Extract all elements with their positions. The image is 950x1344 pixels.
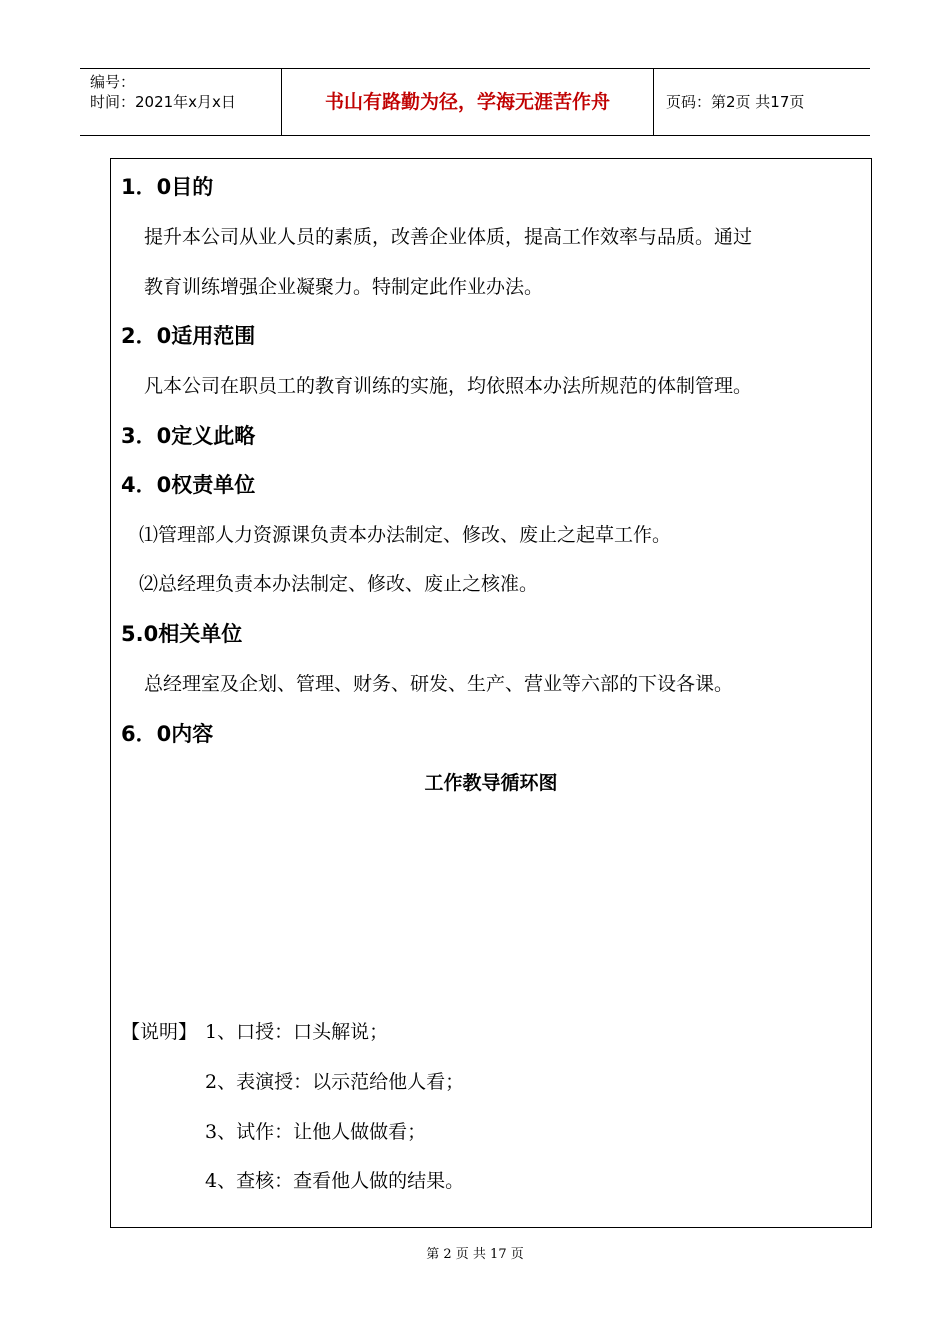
section-content-title: 6．0内容	[121, 722, 214, 746]
section-responsibility-line-2: ⑵总经理负责本办法制定、修改、废止之核准。	[139, 573, 539, 595]
header-motto: 书山有路勤为径，学海无涯苦作舟	[282, 69, 654, 135]
content-box	[110, 158, 872, 1228]
section-scope-line-1: 凡本公司在职员工的教育训练的实施，均依照本办法所规范的体制管理。	[144, 375, 753, 397]
section-purpose-title: 1．0目的	[121, 175, 214, 199]
document-header	[80, 68, 870, 136]
note-item-3: 3、试作：让他人做做看；	[205, 1121, 427, 1143]
header-page-info: 页码：第2页 共17页	[666, 93, 805, 111]
page-footer: 第 2 页 共 17 页	[426, 1247, 524, 1262]
notes-label: 【说明】	[121, 1021, 198, 1043]
document-number-label: 编号：	[90, 73, 136, 91]
diagram-title: 工作教导循环图	[424, 772, 558, 794]
section-responsibility-line-1: ⑴管理部人力资源课负责本办法制定、修改、废止之起草工作。	[139, 524, 672, 546]
section-related-units-line-1: 总经理室及企划、管理、财务、研发、生产、营业等六部的下设各课。	[144, 673, 734, 695]
document-date: 时间：2021年x月x日	[90, 93, 236, 111]
note-item-2: 2、表演授：以示范给他人看；	[205, 1071, 465, 1093]
section-definition-title: 3．0定义此略	[121, 424, 256, 448]
note-item-4: 4、查核：查看他人做的结果。	[205, 1170, 465, 1192]
section-responsibility-title: 4．0权责单位	[121, 473, 256, 497]
section-purpose-line-1: 提升本公司从业人员的素质，改善企业体质，提高工作效率与品质。通过	[144, 226, 753, 248]
section-purpose-line-2: 教育训练增强企业凝聚力。特制定此作业办法。	[144, 276, 544, 298]
header-meta-cell	[80, 69, 282, 135]
note-item-1: 1、口授：口头解说；	[205, 1021, 389, 1043]
section-related-units-title: 5.0相关单位	[121, 622, 243, 646]
section-scope-title: 2．0适用范围	[121, 324, 256, 348]
